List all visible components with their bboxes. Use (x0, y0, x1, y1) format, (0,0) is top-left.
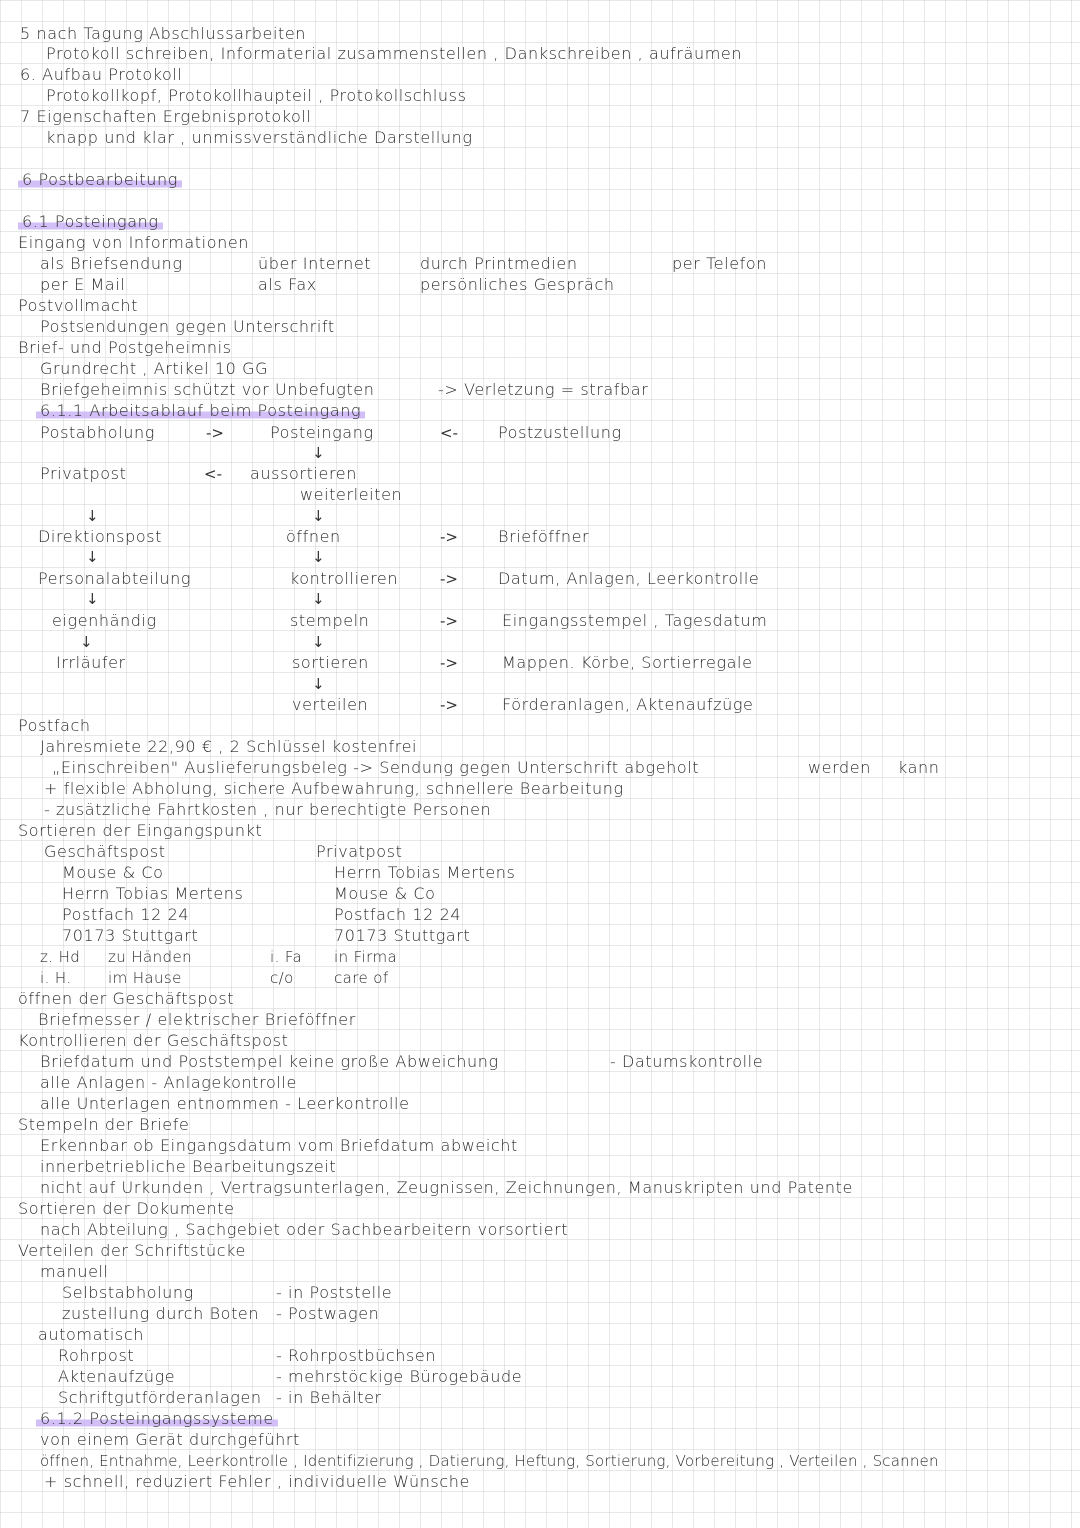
note-line: Brief- und Postgeheimnis (18, 338, 232, 357)
address-line: Herrn Tobias Mertens (334, 863, 516, 882)
note-line: durch Printmedien (420, 254, 578, 273)
note-line: Stempeln der Briefe (18, 1115, 190, 1134)
flow-arrow: -> (206, 424, 224, 442)
note-line: Eingang von Informationen (18, 233, 250, 252)
flow-arrow: ↓ (312, 444, 325, 462)
note-line: Postvollmacht (18, 296, 139, 315)
address-line: Herrn Tobias Mertens (62, 884, 244, 903)
flow-arrow: -> (440, 696, 458, 714)
subsection-heading (18, 212, 163, 232)
note-line: manuell (40, 1262, 109, 1281)
note-line: - in Poststelle (276, 1283, 393, 1302)
note-line: 5 nach Tagung Abschlussarbeiten (20, 24, 307, 43)
flow-aussortieren: aussortieren (250, 464, 357, 483)
note-line: Postsendungen gegen Unterschrift (40, 317, 335, 336)
address-line: Mouse & Co (334, 884, 436, 903)
subsection-heading (36, 401, 365, 421)
address-line: Postfach 12 24 (334, 905, 462, 924)
flow-arrow: -> (440, 570, 458, 588)
note-line: alle Unterlagen entnommen - Leerkontrolle (40, 1094, 410, 1113)
note-line: per Telefon (672, 254, 768, 273)
note-line: nach Abteilung , Sachgebiet oder Sachbearbeitern vorsortiert (40, 1220, 569, 1239)
note-line: 7 Eigenschaften Ergebnisprotokoll (20, 107, 312, 126)
flow-direktionspost: Direktionspost (38, 527, 163, 546)
flow-arrow: ↓ (80, 633, 93, 651)
subsection-heading-text: 6.1.2 Posteingangssysteme (36, 1409, 278, 1428)
flow-result: Förderanlagen, Aktenaufzüge (502, 695, 754, 714)
note-line: knapp und klar , unmissverständliche Darstellung (46, 128, 473, 147)
flow-weiterleiten: weiterleiten (300, 485, 403, 504)
note-line: Verteilen der Schriftstücke (18, 1241, 246, 1260)
flow-postzustellung: Postzustellung (498, 423, 622, 442)
note-line: über Internet (258, 254, 372, 273)
note-line: Briefmesser / elektrischer Brieföffner (38, 1010, 356, 1029)
abbreviation: c/o (270, 969, 294, 987)
note-line: zustellung durch Boten (62, 1304, 260, 1323)
note-line: + schnell, reduziert Fehler , individuelle Wünsche (44, 1472, 470, 1491)
flow-arrow: ↓ (312, 548, 325, 566)
note-line: als Briefsendung (40, 254, 183, 273)
note-line: Grundrecht , Artikel 10 GG (40, 359, 269, 378)
abbreviation: i. H. (40, 969, 72, 987)
note-line: Briefdatum und Poststempel keine große Abweichung (40, 1052, 499, 1071)
note-line: automatisch (38, 1325, 144, 1344)
address-line: Mouse & Co (62, 863, 164, 882)
flow-arrow: ↓ (312, 675, 325, 693)
flow-kontrollieren: kontrollieren (290, 569, 399, 588)
note-line: Kontrollieren der Geschäftspost (18, 1031, 289, 1050)
abbreviation-meaning: in Firma (334, 948, 398, 966)
flow-arrow: -> (440, 528, 458, 546)
abbreviation-meaning: im Hause (108, 969, 182, 987)
note-line: Selbstabholung (62, 1283, 194, 1302)
flow-arrow: -> (440, 612, 458, 630)
flow-eigenhaendig: eigenhändig (52, 611, 157, 630)
flow-result: Datum, Anlagen, Leerkontrolle (498, 569, 760, 588)
flow-arrow: ↓ (312, 633, 325, 651)
note-line: persönliches Gespräch (420, 275, 615, 294)
flow-arrow: ↓ (86, 548, 99, 566)
flow-result: Eingangsstempel , Tagesdatum (502, 611, 768, 630)
note-line: Aktenaufzüge (58, 1367, 176, 1386)
subsection-heading-text: 6.1.1 Arbeitsablauf beim Posteingang (36, 401, 365, 420)
note-line: Jahresmiete 22,90 € , 2 Schlüssel kostenfrei (40, 737, 418, 756)
note-line: Schriftgutförderanlagen (58, 1388, 262, 1407)
note-line: Rohrpost (58, 1346, 135, 1365)
section-heading-text: 6 Postbearbeitung (18, 170, 182, 189)
address-line: Postfach 12 24 (62, 905, 190, 924)
subsection-heading-text: 6.1 Posteingang (18, 212, 163, 231)
flow-result: Mappen. Körbe, Sortierregale (502, 653, 753, 672)
abbreviation: z. Hd (40, 948, 81, 966)
flow-verteilen: verteilen (292, 695, 369, 714)
note-line: kann (898, 758, 940, 777)
flow-sortieren: sortieren (292, 653, 369, 672)
flow-posteingang: Posteingang (270, 423, 374, 442)
note-line: Protokollkopf, Protokollhaupteil , Protokollschluss (46, 86, 467, 105)
address-line: 70173 Stuttgart (334, 926, 471, 945)
note-line: Sortieren der Dokumente (18, 1199, 235, 1218)
note-line: Protokoll schreiben, Informaterial zusammenstellen , Dankschreiben , aufräumen (46, 44, 743, 63)
flow-irrlaeufer: Irrläufer (56, 653, 126, 672)
note-line: - mehrstöckige Bürogebäude (276, 1367, 523, 1386)
note-line: von einem Gerät durchgeführt (40, 1430, 300, 1449)
note-line: Erkennbar ob Eingangsdatum vom Briefdatum abweicht (40, 1136, 518, 1155)
flow-arrow: ↓ (86, 590, 99, 608)
note-line: nicht auf Urkunden , Vertragsunterlagen, Zeugnissen, Zeichnungen, Manuskripten und Patente (40, 1178, 853, 1197)
flow-arrow: -> (440, 654, 458, 672)
flow-arrow: ↓ (86, 507, 99, 525)
flow-arrow: ↓ (312, 507, 325, 525)
flow-result: Brieföffner (498, 527, 590, 546)
subsection-heading (36, 1409, 278, 1429)
note-line: - Postwagen (276, 1304, 380, 1323)
note-line: Briefgeheimnis schützt vor Unbefugten (40, 380, 375, 399)
note-line: Geschäftspost (44, 842, 166, 861)
abbreviation: i. Fa (270, 948, 303, 966)
note-line: Sortieren der Eingangspunkt (18, 821, 263, 840)
note-line: + flexible Abholung, sichere Aufbewahrung, schnellere Bearbeitung (44, 779, 624, 798)
note-line: „Einschreiben" Auslieferungsbeleg -> Sendung gegen Unterschrift abgeholt (52, 758, 700, 777)
section-heading (18, 170, 182, 190)
note-line: -> Verletzung = strafbar (438, 380, 649, 399)
address-line: 70173 Stuttgart (62, 926, 199, 945)
flow-postabholung: Postabholung (40, 423, 155, 442)
note-line: Postfach (18, 716, 91, 735)
abbreviation-meaning: zu Händen (108, 948, 192, 966)
note-line: innerbetriebliche Bearbeitungszeit (40, 1157, 337, 1176)
note-line: - Rohrpostbüchsen (276, 1346, 437, 1365)
flow-arrow: <- (204, 465, 222, 483)
note-line: als Fax (258, 275, 317, 294)
note-line: öffnen, Entnahme, Leerkontrolle , Identifizierung , Datierung, Heftung, Sortierung, Vorbereitung , Verteilen , Scannen (40, 1452, 939, 1470)
abbreviation-meaning: care of (334, 969, 389, 987)
note-line: 6. Aufbau Protokoll (20, 65, 183, 84)
flow-privatpost: Privatpost (40, 464, 127, 483)
note-line: öffnen der Geschäftspost (18, 989, 235, 1008)
flow-arrow: <- (440, 424, 458, 442)
flow-personalabteilung: Personalabteilung (38, 569, 192, 588)
flow-stempeln: stempeln (290, 611, 370, 630)
note-line: alle Anlagen - Anlagekontrolle (40, 1073, 297, 1092)
note-line: - in Behälter (276, 1388, 382, 1407)
note-line: werden (808, 758, 871, 777)
note-line: Privatpost (316, 842, 403, 861)
note-line: - zusätzliche Fahrtkosten , nur berechtigte Personen (44, 800, 492, 819)
note-line: per E Mail (40, 275, 126, 294)
flow-arrow: ↓ (312, 590, 325, 608)
flow-oeffnen: öffnen (286, 527, 341, 546)
note-line: - Datumskontrolle (610, 1052, 764, 1071)
